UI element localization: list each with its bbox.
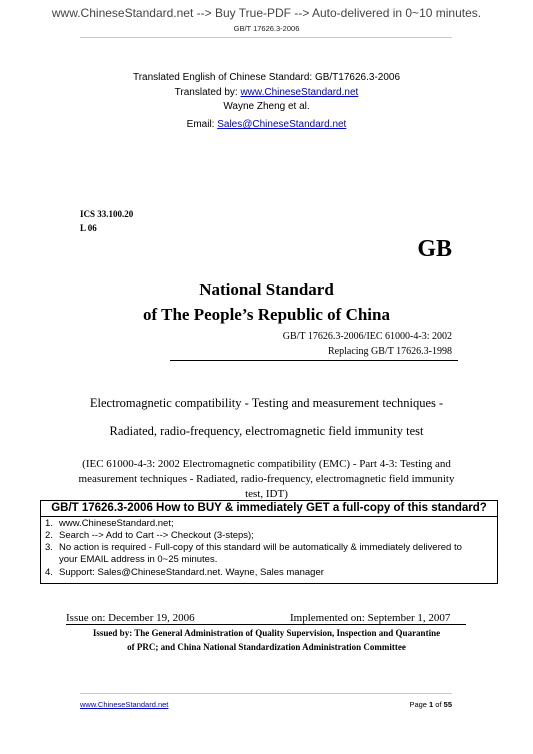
translated-by-label: Translated by: <box>174 87 241 98</box>
english-title-line-2: Radiated, radio-frequency, electromagnetic field immunity test <box>109 424 424 438</box>
footer-site-link[interactable]: www.ChineseStandard.net <box>80 700 169 709</box>
buy-step <box>45 554 217 566</box>
buy-step <box>45 530 254 542</box>
page-label: Page <box>409 700 430 709</box>
ccs-code: L 06 <box>80 223 97 233</box>
page-current: 1 <box>429 700 434 709</box>
buy-step-text: Support: Sales@ChineseStandard.net. Wayne, Sales manager <box>59 567 324 578</box>
english-title-line-1: Electromagnetic compatibility - Testing and measurement techniques - <box>89 396 444 410</box>
iec-line-1: (IEC 61000-4-3: 2002 Electromagnetic compatibility (EMC) - Part 4-3: Testing and <box>82 458 451 470</box>
translated-by <box>0 87 533 98</box>
buy-step-number: 4. <box>45 567 53 578</box>
buy-step-number: 3. <box>45 542 53 553</box>
translation-line: Translated English of Chinese Standard: GB/T17626.3-2006 <box>132 72 401 83</box>
title-divider <box>170 360 458 361</box>
buy-step-number: 1. <box>45 518 53 529</box>
title-line-2: of The People’s Republic of China <box>143 305 390 324</box>
issued-by-line-2: of PRC; and China National Standardization Administration Committee <box>127 642 406 652</box>
buy-step-number: 2. <box>45 530 53 541</box>
replacing-standard: Replacing GB/T 17626.3-1998 <box>328 346 452 357</box>
ics-code: ICS 33.100.20 <box>80 209 134 219</box>
issued-by-line-1: Issued by: The General Administration of Quality Supervision, Inspection and Quarantine <box>92 628 441 638</box>
buy-step-text: your EMAIL address in 0~25 minutes. <box>59 554 218 565</box>
translator-author: Wayne Zheng et al. <box>223 101 310 112</box>
buy-box-title: GB/T 17626.3-2006 How to BUY & immediately GET a full-copy of this standard? <box>51 502 487 514</box>
iec-line-2: measurement techniques - Radiated, radio-frequency, electromagnetic field immunity <box>78 473 455 485</box>
header-doc-id: GB/T 17626.3-2006 <box>233 24 300 33</box>
buy-step-text: No action is required - Full-copy of this standard will be automatically & immediately delivered to <box>59 542 462 553</box>
buy-box-divider <box>41 516 497 517</box>
buy-step-text: Search --> Add to Cart --> Checkout (3-steps); <box>59 530 254 541</box>
issue-date: Issue on: December 19, 2006 <box>66 612 195 624</box>
gb-mark: GB <box>417 236 452 262</box>
email-line <box>0 119 533 130</box>
email-link[interactable]: Sales@ChineseStandard.net <box>217 119 347 130</box>
header-divider <box>80 37 452 38</box>
translator-site-link[interactable]: www.ChineseStandard.net <box>240 87 359 98</box>
title-line-1: National Standard <box>199 280 334 299</box>
page-indicator <box>380 700 452 709</box>
standard-number: GB/T 17626.3-2006/IEC 61000-4-3: 2002 <box>282 331 452 342</box>
page-total: 55 <box>443 700 452 709</box>
buy-step <box>45 567 324 579</box>
dates-divider <box>66 624 466 625</box>
footer-divider <box>80 693 452 694</box>
email-label: Email: <box>186 119 218 130</box>
buy-step <box>45 542 462 554</box>
iec-line-3: test, IDT) <box>245 488 288 500</box>
buy-step-text[interactable]: www.ChineseStandard.net; <box>59 518 174 529</box>
implementation-date: Implemented on: September 1, 2007 <box>290 612 451 624</box>
page-of: of <box>433 700 444 709</box>
buy-info-box <box>40 500 498 584</box>
buy-step <box>45 518 174 530</box>
top-banner: www.ChineseStandard.net --> Buy True-PDF --> Auto-delivered in 0~10 minutes. <box>51 6 482 20</box>
